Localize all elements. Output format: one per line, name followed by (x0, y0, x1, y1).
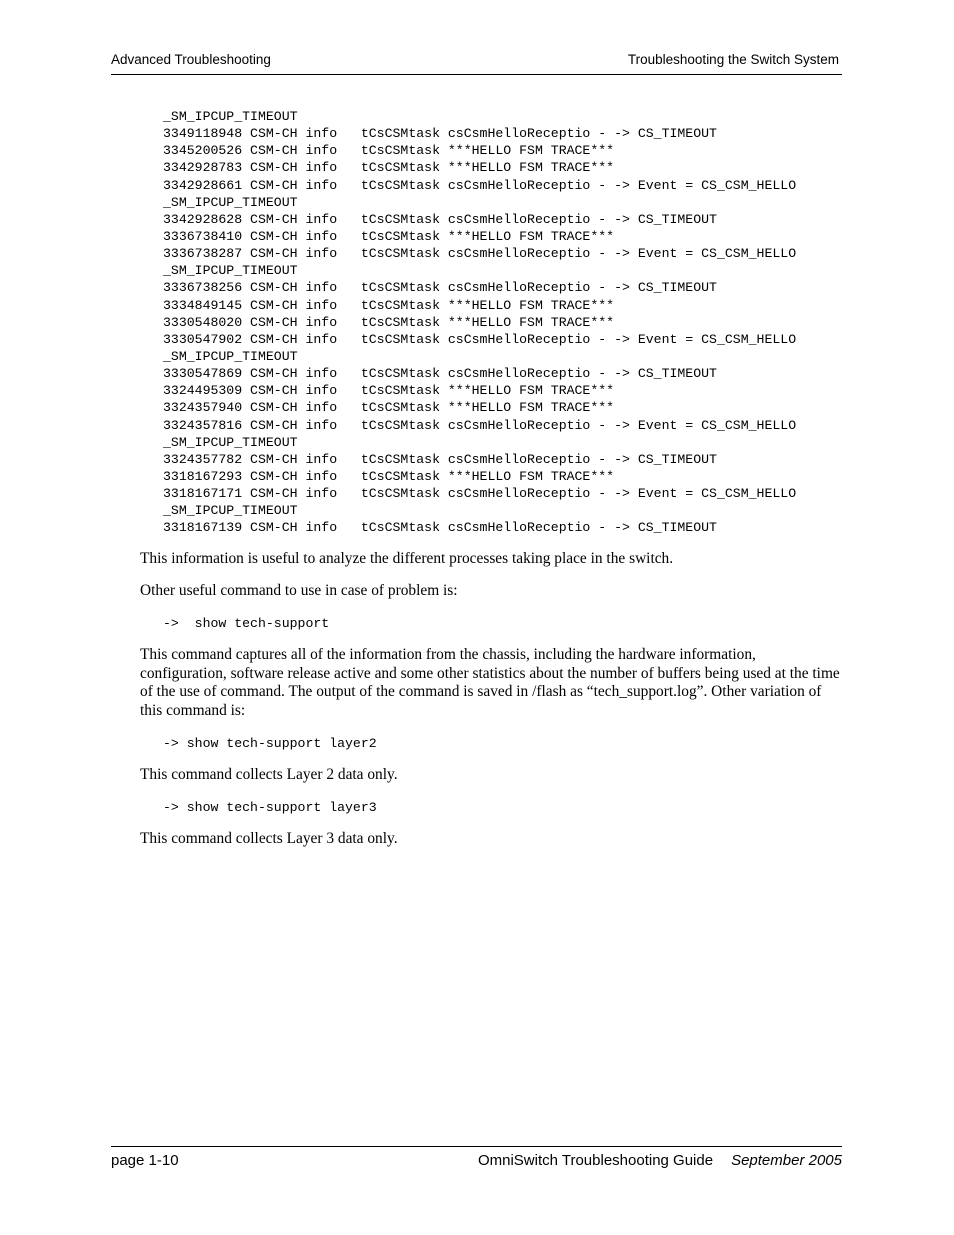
log-line: 3318167139 CSM-CH info tCsCSMtask csCsmHelloReceptio - -> CS_TIMEOUT (163, 520, 717, 536)
log-line: 3336738287 CSM-CH info tCsCSMtask csCsmHelloReceptio - -> Event = CS_CSM_HELLO (163, 246, 797, 262)
log-line: 3324357782 CSM-CH info tCsCSMtask csCsmHelloReceptio - -> CS_TIMEOUT (163, 451, 717, 467)
log-line: 3336738256 CSM-CH info tCsCSMtask csCsmHelloReceptio - -> CS_TIMEOUT (163, 280, 717, 296)
log-line: 3334849145 CSM-CH info tCsCSMtask ***HELLO FSM TRACE*** (163, 297, 615, 313)
log-line: 3342928628 CSM-CH info tCsCSMtask csCsmHelloReceptio - -> CS_TIMEOUT (163, 211, 717, 227)
page-header (111, 50, 842, 75)
header-section-title: Advanced Troubleshooting (111, 52, 271, 67)
command-show-tech-support-layer3: -> show tech-support layer3 (163, 800, 377, 815)
paragraph-processes: This information is useful to analyze the different processes taking place in the switch. (140, 550, 674, 567)
command-show-tech-support-layer2: -> show tech-support layer2 (163, 736, 377, 751)
log-line: _SM_IPCUP_TIMEOUT (163, 348, 298, 364)
paragraph-layer3: This command collects Layer 3 data only. (140, 830, 398, 847)
log-line: 3345200526 CSM-CH info tCsCSMtask ***HELLO FSM TRACE*** (163, 143, 615, 159)
header-chapter-title: Troubleshooting the Switch System (627, 52, 839, 67)
publication-date: September 2005 (731, 1152, 842, 1169)
paragraph-other-command: Other useful command to use in case of problem is: (140, 582, 458, 599)
log-line: 3349118948 CSM-CH info tCsCSMtask csCsmHelloReceptio - -> CS_TIMEOUT (163, 126, 717, 142)
log-line: 3318167293 CSM-CH info tCsCSMtask ***HELLO FSM TRACE*** (163, 468, 615, 484)
log-line: 3336738410 CSM-CH info tCsCSMtask ***HELLO FSM TRACE*** (163, 228, 615, 244)
log-line: 3318167171 CSM-CH info tCsCSMtask csCsmHelloReceptio - -> Event = CS_CSM_HELLO (163, 486, 797, 502)
log-line: _SM_IPCUP_TIMEOUT (163, 194, 298, 210)
log-line: _SM_IPCUP_TIMEOUT (163, 263, 298, 279)
log-line: 3324357940 CSM-CH info tCsCSMtask ***HELLO FSM TRACE*** (163, 400, 615, 416)
log-line: 3330548020 CSM-CH info tCsCSMtask ***HELLO FSM TRACE*** (163, 314, 615, 330)
log-line: 3324357816 CSM-CH info tCsCSMtask csCsmHelloReceptio - -> Event = CS_CSM_HELLO (163, 417, 797, 433)
command-show-tech-support: -> show tech-support (163, 616, 330, 631)
log-line: _SM_IPCUP_TIMEOUT (163, 503, 298, 519)
log-line: 3330547902 CSM-CH info tCsCSMtask csCsmHelloReceptio - -> Event = CS_CSM_HELLO (163, 331, 797, 347)
log-line: 3330547869 CSM-CH info tCsCSMtask csCsmHelloReceptio - -> CS_TIMEOUT (163, 366, 717, 382)
paragraph-tech-support-description: This command captures all of the information from the chassis, including the hardware information, configuration, software release active and some other statistics about the number of buffers being used at the time of the use of command. The output of the command is saved in /flash as “tech_support.log”. Other variation of this command is: (140, 646, 840, 720)
paragraph-layer2: This command collects Layer 2 data only. (140, 766, 398, 783)
footer-guide-info (478, 1152, 842, 1169)
log-output-block (163, 108, 796, 537)
log-line: 3342928661 CSM-CH info tCsCSMtask csCsmHelloReceptio - -> Event = CS_CSM_HELLO (163, 177, 797, 193)
page-footer (111, 1146, 842, 1169)
log-line: 3324495309 CSM-CH info tCsCSMtask ***HELLO FSM TRACE*** (163, 383, 615, 399)
log-line: _SM_IPCUP_TIMEOUT (163, 109, 298, 124)
log-line: _SM_IPCUP_TIMEOUT (163, 434, 298, 450)
guide-title: OmniSwitch Troubleshooting Guide (477, 1152, 714, 1169)
page-number: page 1-10 (111, 1152, 179, 1169)
log-line: 3342928783 CSM-CH info tCsCSMtask ***HELLO FSM TRACE*** (163, 160, 615, 176)
